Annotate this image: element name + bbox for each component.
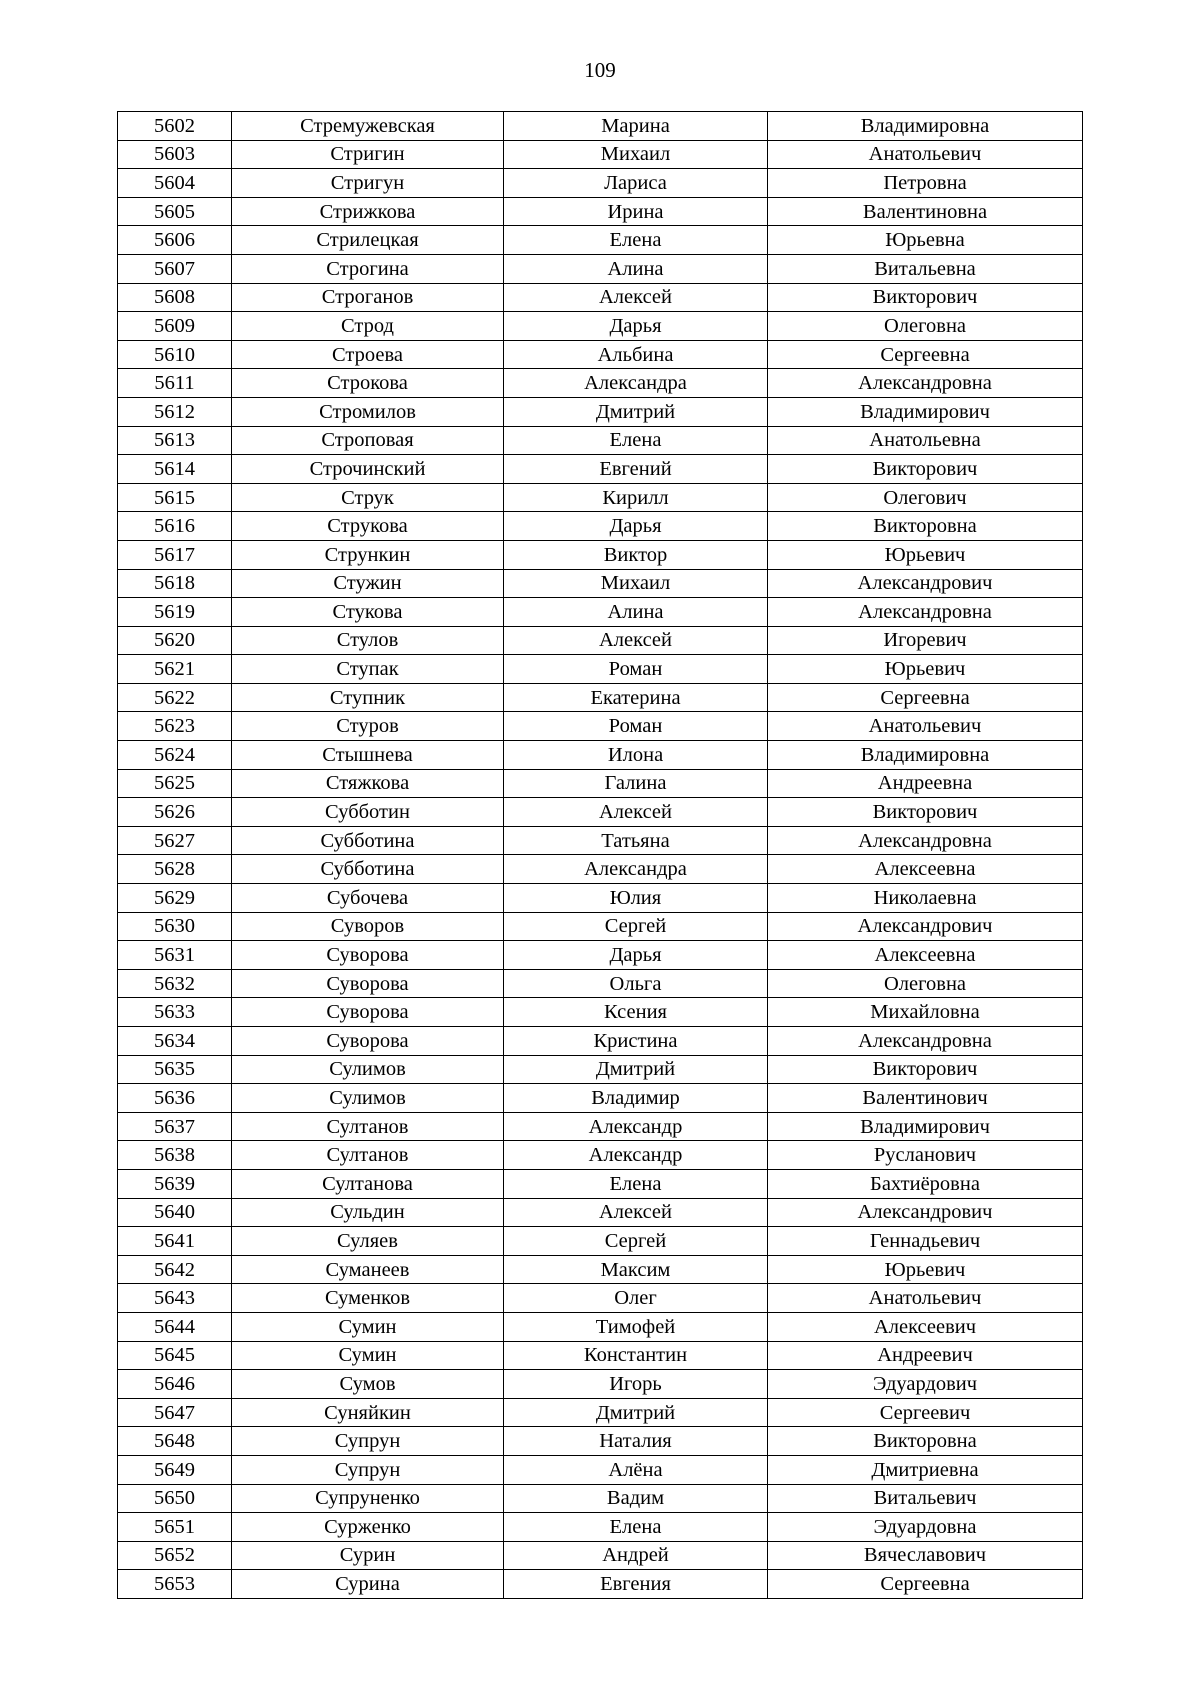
first-name-cell: Сергей <box>504 912 768 941</box>
surname-cell: Стригин <box>232 140 504 169</box>
row-number-cell: 5613 <box>118 426 232 455</box>
surname-cell: Строганов <box>232 283 504 312</box>
surname-cell: Строчинский <box>232 455 504 484</box>
surname-cell: Сумов <box>232 1370 504 1399</box>
patronymic-cell: Александровна <box>768 369 1083 398</box>
table-row <box>118 312 1083 341</box>
row-number-cell: 5628 <box>118 855 232 884</box>
row-number-cell: 5624 <box>118 741 232 770</box>
row-number-cell: 5614 <box>118 455 232 484</box>
patronymic-cell: Юрьевич <box>768 1255 1083 1284</box>
first-name-cell: Андрей <box>504 1541 768 1570</box>
patronymic-cell: Анатольевич <box>768 140 1083 169</box>
surname-cell: Ступник <box>232 683 504 712</box>
table-row <box>118 855 1083 884</box>
patronymic-cell: Юрьевич <box>768 540 1083 569</box>
surname-cell: Султанова <box>232 1169 504 1198</box>
patronymic-cell: Викторовна <box>768 1427 1083 1456</box>
row-number-cell: 5612 <box>118 397 232 426</box>
table-row <box>118 1513 1083 1542</box>
patronymic-cell: Эдуардович <box>768 1370 1083 1399</box>
first-name-cell: Елена <box>504 1513 768 1542</box>
table-row <box>118 826 1083 855</box>
surname-cell: Сульдин <box>232 1198 504 1227</box>
surname-cell: Суняйкин <box>232 1398 504 1427</box>
first-name-cell: Сергей <box>504 1227 768 1256</box>
table-row <box>118 569 1083 598</box>
patronymic-cell: Александровна <box>768 598 1083 627</box>
row-number-cell: 5620 <box>118 626 232 655</box>
row-number-cell: 5606 <box>118 226 232 255</box>
surname-cell: Суворов <box>232 912 504 941</box>
first-name-cell: Юлия <box>504 884 768 913</box>
first-name-cell: Игорь <box>504 1370 768 1399</box>
surname-cell: Стрилецкая <box>232 226 504 255</box>
patronymic-cell: Викторович <box>768 1055 1083 1084</box>
surname-cell: Стуров <box>232 712 504 741</box>
table-row <box>118 1541 1083 1570</box>
row-number-cell: 5646 <box>118 1370 232 1399</box>
patronymic-cell: Анатольевич <box>768 1284 1083 1313</box>
surname-cell: Сурина <box>232 1570 504 1599</box>
surname-cell: Сулимов <box>232 1084 504 1113</box>
row-number-cell: 5619 <box>118 598 232 627</box>
first-name-cell: Екатерина <box>504 683 768 712</box>
surname-cell: Струк <box>232 483 504 512</box>
row-number-cell: 5651 <box>118 1513 232 1542</box>
surname-cell: Стышнева <box>232 741 504 770</box>
row-number-cell: 5609 <box>118 312 232 341</box>
first-name-cell: Александра <box>504 855 768 884</box>
first-name-cell: Михаил <box>504 569 768 598</box>
first-name-cell: Ольга <box>504 969 768 998</box>
table-row <box>118 1027 1083 1056</box>
patronymic-cell: Александрович <box>768 912 1083 941</box>
table-row <box>118 769 1083 798</box>
row-number-cell: 5639 <box>118 1169 232 1198</box>
first-name-cell: Дарья <box>504 512 768 541</box>
patronymic-cell: Вячеславович <box>768 1541 1083 1570</box>
surname-cell: Суворова <box>232 941 504 970</box>
table-row <box>118 540 1083 569</box>
row-number-cell: 5618 <box>118 569 232 598</box>
table-row <box>118 1169 1083 1198</box>
first-name-cell: Михаил <box>504 140 768 169</box>
row-number-cell: 5648 <box>118 1427 232 1456</box>
surname-cell: Суворова <box>232 1027 504 1056</box>
table-row <box>118 998 1083 1027</box>
table-row <box>118 140 1083 169</box>
patronymic-cell: Алексеевич <box>768 1312 1083 1341</box>
patronymic-cell: Бахтиёровна <box>768 1169 1083 1198</box>
table-row <box>118 626 1083 655</box>
surname-cell: Стромилов <box>232 397 504 426</box>
table-row <box>118 283 1083 312</box>
surname-cell: Стремужевская <box>232 112 504 141</box>
table-row <box>118 798 1083 827</box>
row-number-cell: 5643 <box>118 1284 232 1313</box>
surname-cell: Султанов <box>232 1112 504 1141</box>
first-name-cell: Александр <box>504 1141 768 1170</box>
row-number-cell: 5632 <box>118 969 232 998</box>
first-name-cell: Кристина <box>504 1027 768 1056</box>
first-name-cell: Елена <box>504 226 768 255</box>
table-row <box>118 1198 1083 1227</box>
row-number-cell: 5616 <box>118 512 232 541</box>
patronymic-cell: Витальевич <box>768 1484 1083 1513</box>
table-row <box>118 1484 1083 1513</box>
first-name-cell: Ксения <box>504 998 768 1027</box>
row-number-cell: 5636 <box>118 1084 232 1113</box>
table-row <box>118 683 1083 712</box>
patronymic-cell: Анатольевич <box>768 712 1083 741</box>
surname-cell: Строгина <box>232 254 504 283</box>
patronymic-cell: Алексеевна <box>768 855 1083 884</box>
first-name-cell: Лариса <box>504 169 768 198</box>
table-row <box>118 1370 1083 1399</box>
row-number-cell: 5604 <box>118 169 232 198</box>
patronymic-cell: Геннадьевич <box>768 1227 1083 1256</box>
row-number-cell: 5610 <box>118 340 232 369</box>
patronymic-cell: Олеговна <box>768 312 1083 341</box>
patronymic-cell: Валентинович <box>768 1084 1083 1113</box>
table-row <box>118 169 1083 198</box>
table-row <box>118 340 1083 369</box>
first-name-cell: Владимир <box>504 1084 768 1113</box>
table-row <box>118 512 1083 541</box>
surname-cell: Султанов <box>232 1141 504 1170</box>
patronymic-cell: Олегович <box>768 483 1083 512</box>
first-name-cell: Дмитрий <box>504 1055 768 1084</box>
roster-table-body <box>118 112 1083 1599</box>
surname-cell: Субочева <box>232 884 504 913</box>
first-name-cell: Роман <box>504 712 768 741</box>
table-row <box>118 1055 1083 1084</box>
table-row <box>118 1227 1083 1256</box>
surname-cell: Суворова <box>232 998 504 1027</box>
first-name-cell: Алексей <box>504 283 768 312</box>
patronymic-cell: Владимирович <box>768 397 1083 426</box>
patronymic-cell: Александрович <box>768 1198 1083 1227</box>
patronymic-cell: Владимировна <box>768 741 1083 770</box>
first-name-cell: Алина <box>504 598 768 627</box>
surname-cell: Супрун <box>232 1427 504 1456</box>
patronymic-cell: Викторович <box>768 283 1083 312</box>
surname-cell: Субботина <box>232 826 504 855</box>
patronymic-cell: Русланович <box>768 1141 1083 1170</box>
first-name-cell: Евгения <box>504 1570 768 1599</box>
surname-cell: Стужин <box>232 569 504 598</box>
row-number-cell: 5629 <box>118 884 232 913</box>
table-row <box>118 483 1083 512</box>
row-number-cell: 5608 <box>118 283 232 312</box>
patronymic-cell: Олеговна <box>768 969 1083 998</box>
table-row <box>118 397 1083 426</box>
first-name-cell: Альбина <box>504 340 768 369</box>
surname-cell: Стрижкова <box>232 197 504 226</box>
patronymic-cell: Сергеевна <box>768 1570 1083 1599</box>
patronymic-cell: Александрович <box>768 569 1083 598</box>
surname-cell: Строева <box>232 340 504 369</box>
patronymic-cell: Витальевна <box>768 254 1083 283</box>
table-row <box>118 1398 1083 1427</box>
patronymic-cell: Викторович <box>768 455 1083 484</box>
table-row <box>118 1341 1083 1370</box>
first-name-cell: Вадим <box>504 1484 768 1513</box>
surname-cell: Ступак <box>232 655 504 684</box>
patronymic-cell: Сергеевна <box>768 683 1083 712</box>
row-number-cell: 5623 <box>118 712 232 741</box>
row-number-cell: 5607 <box>118 254 232 283</box>
surname-cell: Стрункин <box>232 540 504 569</box>
table-row <box>118 1112 1083 1141</box>
first-name-cell: Дмитрий <box>504 397 768 426</box>
surname-cell: Супрун <box>232 1455 504 1484</box>
table-row <box>118 741 1083 770</box>
surname-cell: Суманеев <box>232 1255 504 1284</box>
row-number-cell: 5630 <box>118 912 232 941</box>
row-number-cell: 5650 <box>118 1484 232 1513</box>
row-number-cell: 5602 <box>118 112 232 141</box>
row-number-cell: 5645 <box>118 1341 232 1370</box>
first-name-cell: Александр <box>504 1112 768 1141</box>
row-number-cell: 5625 <box>118 769 232 798</box>
first-name-cell: Алексей <box>504 798 768 827</box>
patronymic-cell: Владимировна <box>768 112 1083 141</box>
row-number-cell: 5617 <box>118 540 232 569</box>
row-number-cell: 5637 <box>118 1112 232 1141</box>
surname-cell: Супруненко <box>232 1484 504 1513</box>
row-number-cell: 5635 <box>118 1055 232 1084</box>
first-name-cell: Виктор <box>504 540 768 569</box>
row-number-cell: 5626 <box>118 798 232 827</box>
patronymic-cell: Эдуардовна <box>768 1513 1083 1542</box>
row-number-cell: 5621 <box>118 655 232 684</box>
first-name-cell: Алексей <box>504 626 768 655</box>
surname-cell: Субботина <box>232 855 504 884</box>
surname-cell: Суляев <box>232 1227 504 1256</box>
table-row <box>118 197 1083 226</box>
table-row <box>118 1570 1083 1599</box>
row-number-cell: 5640 <box>118 1198 232 1227</box>
first-name-cell: Кирилл <box>504 483 768 512</box>
row-number-cell: 5652 <box>118 1541 232 1570</box>
surname-cell: Сумин <box>232 1341 504 1370</box>
table-row <box>118 455 1083 484</box>
table-row <box>118 369 1083 398</box>
first-name-cell: Алёна <box>504 1455 768 1484</box>
first-name-cell: Наталия <box>504 1427 768 1456</box>
row-number-cell: 5634 <box>118 1027 232 1056</box>
table-row <box>118 112 1083 141</box>
patronymic-cell: Владимирович <box>768 1112 1083 1141</box>
surname-cell: Сулимов <box>232 1055 504 1084</box>
table-row <box>118 655 1083 684</box>
first-name-cell: Дарья <box>504 941 768 970</box>
patronymic-cell: Михайловна <box>768 998 1083 1027</box>
first-name-cell: Александра <box>504 369 768 398</box>
row-number-cell: 5622 <box>118 683 232 712</box>
row-number-cell: 5605 <box>118 197 232 226</box>
table-row <box>118 1255 1083 1284</box>
table-row <box>118 254 1083 283</box>
surname-cell: Строповая <box>232 426 504 455</box>
row-number-cell: 5653 <box>118 1570 232 1599</box>
table-row <box>118 426 1083 455</box>
first-name-cell: Дарья <box>504 312 768 341</box>
table-row <box>118 712 1083 741</box>
table-row <box>118 912 1083 941</box>
surname-cell: Сурженко <box>232 1513 504 1542</box>
first-name-cell: Алексей <box>504 1198 768 1227</box>
row-number-cell: 5642 <box>118 1255 232 1284</box>
patronymic-cell: Александровна <box>768 1027 1083 1056</box>
first-name-cell: Максим <box>504 1255 768 1284</box>
row-number-cell: 5631 <box>118 941 232 970</box>
patronymic-cell: Николаевна <box>768 884 1083 913</box>
patronymic-cell: Алексеевна <box>768 941 1083 970</box>
roster-table <box>117 111 1083 1599</box>
first-name-cell: Роман <box>504 655 768 684</box>
table-row <box>118 1141 1083 1170</box>
row-number-cell: 5638 <box>118 1141 232 1170</box>
patronymic-cell: Петровна <box>768 169 1083 198</box>
row-number-cell: 5649 <box>118 1455 232 1484</box>
patronymic-cell: Анатольевна <box>768 426 1083 455</box>
row-number-cell: 5611 <box>118 369 232 398</box>
first-name-cell: Константин <box>504 1341 768 1370</box>
first-name-cell: Алина <box>504 254 768 283</box>
surname-cell: Суменков <box>232 1284 504 1313</box>
patronymic-cell: Викторовна <box>768 512 1083 541</box>
surname-cell: Сумин <box>232 1312 504 1341</box>
row-number-cell: 5647 <box>118 1398 232 1427</box>
patronymic-cell: Александровна <box>768 826 1083 855</box>
table-row <box>118 941 1083 970</box>
surname-cell: Стяжкова <box>232 769 504 798</box>
first-name-cell: Елена <box>504 426 768 455</box>
patronymic-cell: Дмитриевна <box>768 1455 1083 1484</box>
surname-cell: Строкова <box>232 369 504 398</box>
table-row <box>118 1427 1083 1456</box>
patronymic-cell: Игоревич <box>768 626 1083 655</box>
first-name-cell: Евгений <box>504 455 768 484</box>
surname-cell: Суворова <box>232 969 504 998</box>
table-row <box>118 1312 1083 1341</box>
first-name-cell: Дмитрий <box>504 1398 768 1427</box>
surname-cell: Стригун <box>232 169 504 198</box>
patronymic-cell: Викторович <box>768 798 1083 827</box>
surname-cell: Субботин <box>232 798 504 827</box>
surname-cell: Стукова <box>232 598 504 627</box>
surname-cell: Стулов <box>232 626 504 655</box>
first-name-cell: Илона <box>504 741 768 770</box>
table-row <box>118 1084 1083 1113</box>
table-row <box>118 226 1083 255</box>
patronymic-cell: Сергеевич <box>768 1398 1083 1427</box>
first-name-cell: Елена <box>504 1169 768 1198</box>
surname-cell: Строд <box>232 312 504 341</box>
patronymic-cell: Андреевич <box>768 1341 1083 1370</box>
row-number-cell: 5633 <box>118 998 232 1027</box>
first-name-cell: Марина <box>504 112 768 141</box>
patronymic-cell: Юрьевич <box>768 655 1083 684</box>
row-number-cell: 5644 <box>118 1312 232 1341</box>
first-name-cell: Ирина <box>504 197 768 226</box>
row-number-cell: 5603 <box>118 140 232 169</box>
table-row <box>118 969 1083 998</box>
first-name-cell: Тимофей <box>504 1312 768 1341</box>
row-number-cell: 5615 <box>118 483 232 512</box>
row-number-cell: 5641 <box>118 1227 232 1256</box>
patronymic-cell: Андреевна <box>768 769 1083 798</box>
table-row <box>118 1455 1083 1484</box>
table-row <box>118 1284 1083 1313</box>
table-row <box>118 884 1083 913</box>
table-row <box>118 598 1083 627</box>
patronymic-cell: Юрьевна <box>768 226 1083 255</box>
patronymic-cell: Валентиновна <box>768 197 1083 226</box>
row-number-cell: 5627 <box>118 826 232 855</box>
first-name-cell: Галина <box>504 769 768 798</box>
first-name-cell: Олег <box>504 1284 768 1313</box>
first-name-cell: Татьяна <box>504 826 768 855</box>
page-number: 109 <box>584 58 616 82</box>
surname-cell: Струкова <box>232 512 504 541</box>
patronymic-cell: Сергеевна <box>768 340 1083 369</box>
surname-cell: Сурин <box>232 1541 504 1570</box>
